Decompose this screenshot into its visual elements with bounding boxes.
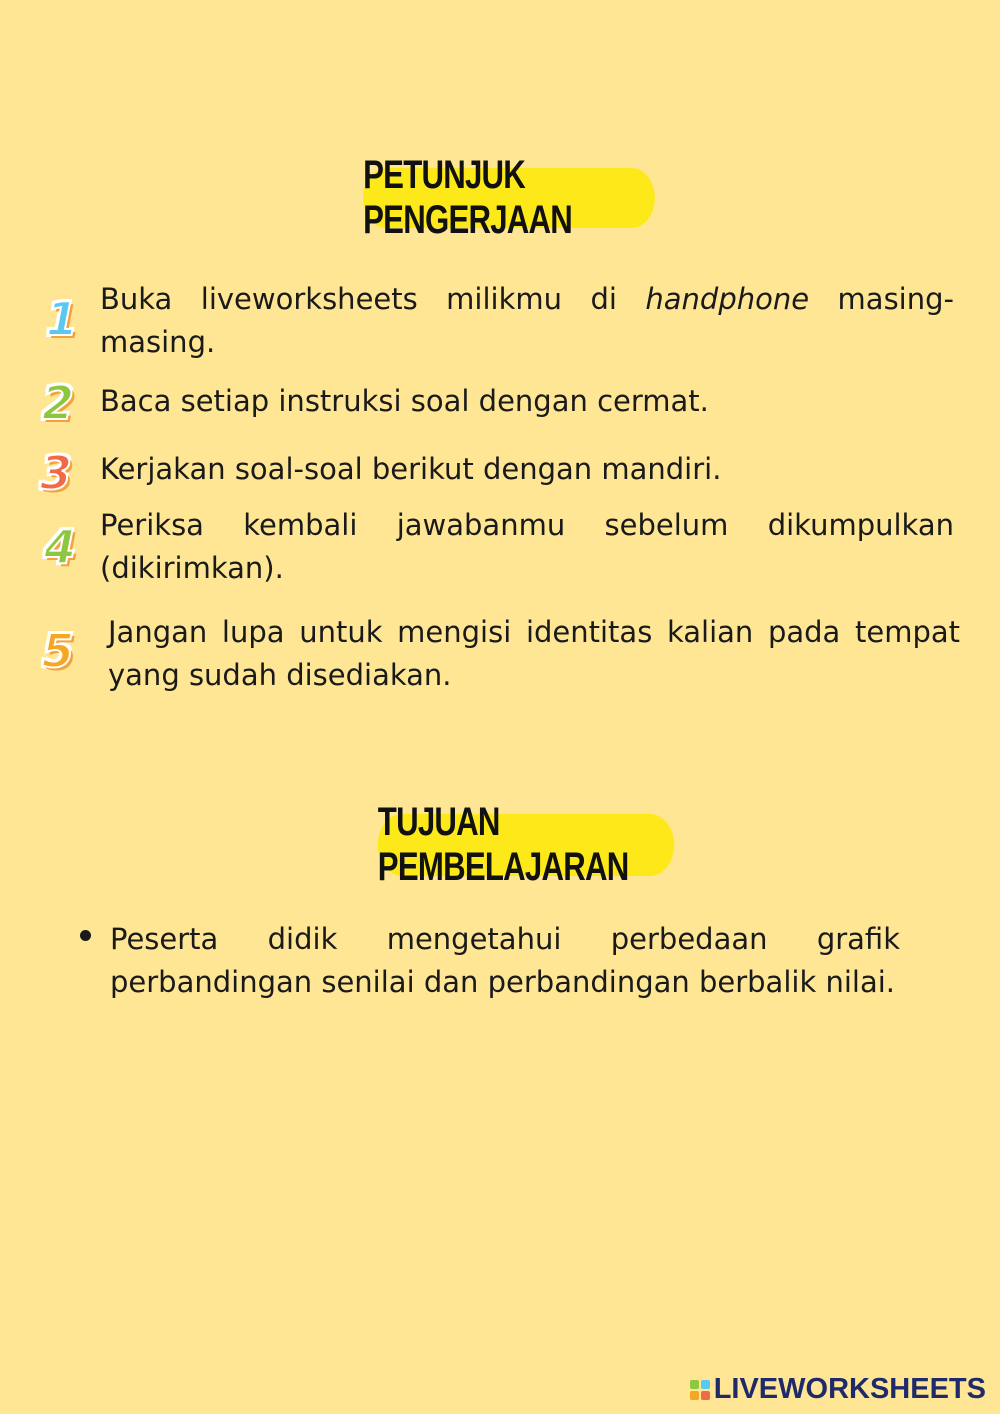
brand-text: LIVEWORKSHEETS [713,1373,986,1405]
goal-bullet-icon [80,930,91,941]
step-1-text-italic: handphone [645,282,810,316]
liveworksheets-logo [690,1373,986,1406]
instructions-heading: PETUNJUK PENGERJAAN [363,168,655,228]
step-1-text-before: Buka liveworksheets milikmu di [100,282,646,316]
step-4-number: 4 [44,520,77,574]
step-3-text: Kerjakan soal-soal berikut dengan mandiri. [100,452,722,486]
goal-text: Peserta didik mengetahui perbedaan grafik perbandingan senilai dan perbandingan berbalik nilai. [110,922,900,999]
step-1-text [100,278,954,364]
step-5-text: Jangan lupa untuk mengisi identitas kalian pada tempat yang sudah disediakan. [108,615,960,692]
learning-goals-heading: TUJUAN PEMBELAJARAN [378,814,674,876]
step-1-text-after: masing-masing. [100,282,954,359]
logo-grid-icon [690,1380,710,1400]
step-2-number: 2 [42,376,75,430]
step-3-number: 3 [40,446,73,500]
step-1-number: 1 [46,292,79,346]
step-2-text: Baca setiap instruksi soal dengan cermat. [100,384,709,418]
step-4-text: Periksa kembali jawabanmu sebelum dikumpulkan (dikirimkan). [100,508,954,585]
step-5-number: 5 [42,624,75,678]
